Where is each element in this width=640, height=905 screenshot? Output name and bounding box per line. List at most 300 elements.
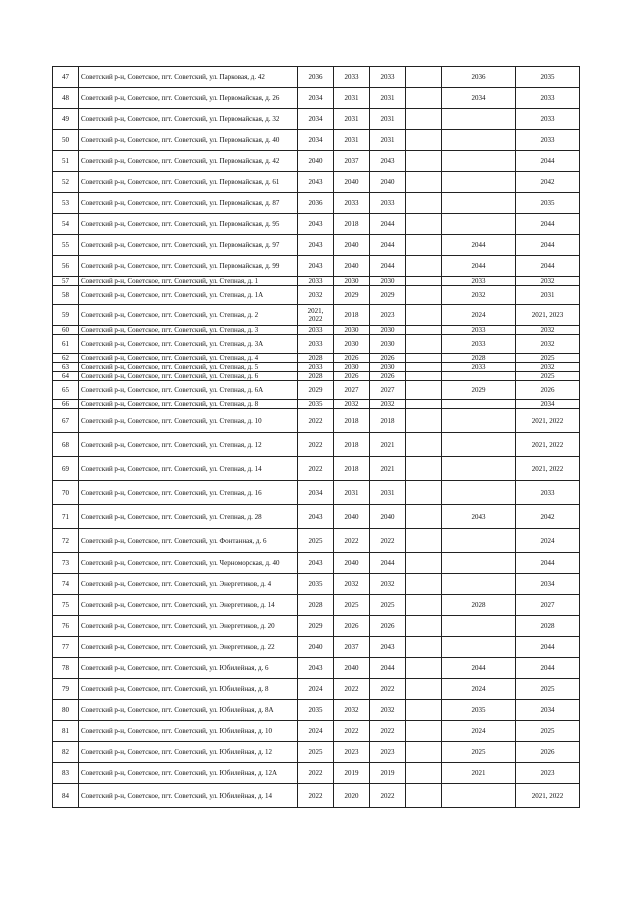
table-row <box>53 481 580 505</box>
address-cell: Советский р-н, Советское, пгт. Советский, ул. Юбилейная, д. 8 <box>79 679 298 700</box>
address-cell: Советский р-н, Советское, пгт. Советский, ул. Степная, д. 2 <box>79 305 298 326</box>
year-col-1: 2040 <box>298 637 334 658</box>
year-col-1: 2034 <box>298 109 334 130</box>
year-col-4 <box>406 372 442 381</box>
year-col-4 <box>406 658 442 679</box>
year-col-1: 2036 <box>298 193 334 214</box>
year-col-1: 2022 <box>298 433 334 457</box>
year-col-6: 2025 <box>516 354 580 363</box>
year-col-4 <box>406 109 442 130</box>
year-col-2: 2040 <box>334 172 370 193</box>
address-cell: Советский р-н, Советское, пгт. Советский, ул. Первомайская, д. 61 <box>79 172 298 193</box>
year-col-4 <box>406 505 442 529</box>
year-col-4 <box>406 481 442 505</box>
row-number: 69 <box>53 457 79 481</box>
year-col-3: 2044 <box>370 658 406 679</box>
year-col-1: 2035 <box>298 400 334 409</box>
year-col-5 <box>442 481 516 505</box>
year-col-3: 2022 <box>370 721 406 742</box>
year-col-2: 2023 <box>334 742 370 763</box>
year-col-4 <box>406 679 442 700</box>
year-col-4 <box>406 151 442 172</box>
year-col-3: 2021 <box>370 433 406 457</box>
row-number: 77 <box>53 637 79 658</box>
row-number: 59 <box>53 305 79 326</box>
year-col-1: 2034 <box>298 130 334 151</box>
year-col-5 <box>442 372 516 381</box>
row-number: 73 <box>53 553 79 574</box>
year-col-6: 2034 <box>516 574 580 595</box>
year-col-5 <box>442 400 516 409</box>
year-col-3: 2031 <box>370 88 406 109</box>
year-col-3: 2026 <box>370 616 406 637</box>
year-col-4 <box>406 637 442 658</box>
year-col-4 <box>406 700 442 721</box>
table-row <box>53 700 580 721</box>
year-col-4 <box>406 130 442 151</box>
address-cell: Советский р-н, Советское, пгт. Советский, ул. Фонтанная, д. 6 <box>79 529 298 553</box>
year-col-6: 2044 <box>516 151 580 172</box>
year-col-5 <box>442 172 516 193</box>
year-col-3: 2032 <box>370 574 406 595</box>
year-col-5: 2024 <box>442 721 516 742</box>
year-col-4 <box>406 784 442 808</box>
year-col-2: 2018 <box>334 409 370 433</box>
year-col-2: 2026 <box>334 616 370 637</box>
year-col-1: 2036 <box>298 67 334 88</box>
year-col-4 <box>406 172 442 193</box>
year-col-4 <box>406 529 442 553</box>
row-number: 68 <box>53 433 79 457</box>
year-col-5: 2025 <box>442 742 516 763</box>
year-col-4 <box>406 763 442 784</box>
year-col-2: 2031 <box>334 88 370 109</box>
address-cell: Советский р-н, Советское, пгт. Советский, ул. Степная, д. 16 <box>79 481 298 505</box>
year-col-1: 2029 <box>298 616 334 637</box>
year-col-1: 2025 <box>298 742 334 763</box>
row-number: 53 <box>53 193 79 214</box>
year-col-6: 2035 <box>516 67 580 88</box>
table-row <box>53 595 580 616</box>
year-col-1: 2022 <box>298 457 334 481</box>
address-cell: Советский р-н, Советское, пгт. Советский, ул. Степная, д. 1 <box>79 277 298 286</box>
address-cell: Советский р-н, Советское, пгт. Советский, ул. Юбилейная, д. 12А <box>79 763 298 784</box>
row-number: 66 <box>53 400 79 409</box>
table-row <box>53 326 580 335</box>
year-col-1: 2022 <box>298 763 334 784</box>
year-col-3: 2040 <box>370 172 406 193</box>
year-col-3: 2018 <box>370 409 406 433</box>
year-col-3: 2027 <box>370 381 406 400</box>
year-col-4 <box>406 326 442 335</box>
address-cell: Советский р-н, Советское, пгт. Советский, ул. Юбилейная, д. 10 <box>79 721 298 742</box>
row-number: 78 <box>53 658 79 679</box>
year-col-5 <box>442 457 516 481</box>
year-col-2: 2031 <box>334 109 370 130</box>
row-number: 82 <box>53 742 79 763</box>
year-col-1: 2022 <box>298 784 334 808</box>
year-col-4 <box>406 214 442 235</box>
year-col-5: 2033 <box>442 277 516 286</box>
address-cell: Советский р-н, Советское, пгт. Советский, ул. Степная, д. 28 <box>79 505 298 529</box>
year-col-6: 2021, 2022 <box>516 409 580 433</box>
table-row <box>53 214 580 235</box>
year-col-5 <box>442 193 516 214</box>
year-col-3: 2021 <box>370 457 406 481</box>
row-number: 55 <box>53 235 79 256</box>
year-col-2: 2040 <box>334 505 370 529</box>
year-col-6: 2033 <box>516 109 580 130</box>
address-cell: Советский р-н, Советское, пгт. Советский, ул. Юбилейная, д. 8А <box>79 700 298 721</box>
address-cell: Советский р-н, Советское, пгт. Советский, ул. Степная, д. 10 <box>79 409 298 433</box>
row-number: 51 <box>53 151 79 172</box>
year-col-5: 2028 <box>442 354 516 363</box>
table-row <box>53 784 580 808</box>
address-cell: Советский р-н, Советское, пгт. Советский, ул. Черноморская, д. 40 <box>79 553 298 574</box>
year-col-3: 2040 <box>370 505 406 529</box>
year-col-2: 2040 <box>334 256 370 277</box>
row-number: 70 <box>53 481 79 505</box>
year-col-2: 2037 <box>334 151 370 172</box>
year-col-1: 2043 <box>298 658 334 679</box>
row-number: 64 <box>53 372 79 381</box>
year-col-6: 2033 <box>516 481 580 505</box>
year-col-3: 2019 <box>370 763 406 784</box>
table-row <box>53 235 580 256</box>
year-col-5 <box>442 130 516 151</box>
year-col-6: 2026 <box>516 381 580 400</box>
year-col-2: 2040 <box>334 235 370 256</box>
year-col-4 <box>406 574 442 595</box>
year-col-3: 2030 <box>370 277 406 286</box>
year-col-6: 2044 <box>516 235 580 256</box>
year-col-5 <box>442 151 516 172</box>
table-row <box>53 721 580 742</box>
row-number: 56 <box>53 256 79 277</box>
address-cell: Советский р-н, Советское, пгт. Советский, ул. Первомайская, д. 40 <box>79 130 298 151</box>
table-row <box>53 109 580 130</box>
year-col-5: 2033 <box>442 363 516 372</box>
row-number: 65 <box>53 381 79 400</box>
row-number: 84 <box>53 784 79 808</box>
year-col-2: 2040 <box>334 658 370 679</box>
year-col-5 <box>442 784 516 808</box>
year-col-1: 2040 <box>298 151 334 172</box>
year-col-6: 2032 <box>516 363 580 372</box>
year-col-1: 2043 <box>298 256 334 277</box>
year-col-6: 2025 <box>516 372 580 381</box>
table-row <box>53 457 580 481</box>
year-col-5: 2034 <box>442 88 516 109</box>
table-row <box>53 616 580 637</box>
year-col-5 <box>442 433 516 457</box>
table-row <box>53 193 580 214</box>
address-cell: Советский р-н, Советское, пгт. Советский, ул. Юбилейная, д. 12 <box>79 742 298 763</box>
table-row <box>53 658 580 679</box>
table-row <box>53 67 580 88</box>
table-row <box>53 742 580 763</box>
year-col-6: 2023 <box>516 763 580 784</box>
year-col-3: 2044 <box>370 235 406 256</box>
year-col-5: 2033 <box>442 326 516 335</box>
year-col-5 <box>442 553 516 574</box>
year-col-6: 2033 <box>516 88 580 109</box>
table-row <box>53 354 580 363</box>
year-col-3: 2044 <box>370 553 406 574</box>
year-col-5: 2044 <box>442 256 516 277</box>
address-cell: Советский р-н, Советское, пгт. Советский, ул. Степная, д. 5 <box>79 363 298 372</box>
address-cell: Советский р-н, Советское, пгт. Советский, ул. Первомайская, д. 97 <box>79 235 298 256</box>
row-number: 71 <box>53 505 79 529</box>
year-col-5: 2035 <box>442 700 516 721</box>
year-col-1: 2025 <box>298 529 334 553</box>
year-col-5: 2024 <box>442 305 516 326</box>
year-col-3: 2026 <box>370 354 406 363</box>
year-col-6: 2031 <box>516 286 580 305</box>
year-col-6: 2027 <box>516 595 580 616</box>
year-col-4 <box>406 742 442 763</box>
year-col-3: 2030 <box>370 326 406 335</box>
year-col-1: 2034 <box>298 481 334 505</box>
year-col-2: 2022 <box>334 721 370 742</box>
row-number: 57 <box>53 277 79 286</box>
year-col-3: 2031 <box>370 109 406 130</box>
year-col-5 <box>442 616 516 637</box>
row-number: 83 <box>53 763 79 784</box>
year-col-1: 2035 <box>298 574 334 595</box>
year-col-3: 2044 <box>370 256 406 277</box>
table-row <box>53 637 580 658</box>
year-col-1: 2022 <box>298 409 334 433</box>
row-number: 48 <box>53 88 79 109</box>
year-col-4 <box>406 721 442 742</box>
housing-register-table <box>52 66 580 808</box>
table-row <box>53 433 580 457</box>
year-col-2: 2026 <box>334 354 370 363</box>
address-cell: Советский р-н, Советское, пгт. Советский, ул. Степная, д. 12 <box>79 433 298 457</box>
year-col-3: 2030 <box>370 363 406 372</box>
year-col-1: 2033 <box>298 335 334 354</box>
address-cell: Советский р-н, Советское, пгт. Советский, ул. Степная, д. 14 <box>79 457 298 481</box>
year-col-3: 2025 <box>370 595 406 616</box>
year-col-1: 2033 <box>298 326 334 335</box>
table-body <box>53 67 580 808</box>
year-col-3: 2022 <box>370 679 406 700</box>
year-col-2: 2026 <box>334 372 370 381</box>
row-number: 79 <box>53 679 79 700</box>
year-col-3: 2033 <box>370 193 406 214</box>
year-col-1: 2024 <box>298 679 334 700</box>
row-number: 74 <box>53 574 79 595</box>
year-col-4 <box>406 335 442 354</box>
row-number: 50 <box>53 130 79 151</box>
table-row <box>53 305 580 326</box>
year-col-4 <box>406 67 442 88</box>
year-col-1: 2035 <box>298 700 334 721</box>
year-col-1: 2033 <box>298 363 334 372</box>
year-col-4 <box>406 193 442 214</box>
year-col-3: 2023 <box>370 742 406 763</box>
year-col-6: 2025 <box>516 721 580 742</box>
year-col-6: 2044 <box>516 553 580 574</box>
table-row <box>53 381 580 400</box>
year-col-2: 2032 <box>334 574 370 595</box>
address-cell: Советский р-н, Советское, пгт. Советский, ул. Степная, д. 4 <box>79 354 298 363</box>
table-row <box>53 151 580 172</box>
year-col-3: 2043 <box>370 637 406 658</box>
year-col-3: 2031 <box>370 130 406 151</box>
year-col-4 <box>406 409 442 433</box>
year-col-5: 2024 <box>442 679 516 700</box>
row-number: 72 <box>53 529 79 553</box>
year-col-2: 2030 <box>334 326 370 335</box>
table-row <box>53 574 580 595</box>
address-cell: Советский р-н, Советское, пгт. Советский, ул. Степная, д. 1А <box>79 286 298 305</box>
year-col-4 <box>406 363 442 372</box>
year-col-4 <box>406 381 442 400</box>
row-number: 81 <box>53 721 79 742</box>
year-col-6: 2024 <box>516 529 580 553</box>
table-row <box>53 88 580 109</box>
year-col-2: 2030 <box>334 277 370 286</box>
year-col-2: 2018 <box>334 305 370 326</box>
address-cell: Советский р-н, Советское, пгт. Советский, ул. Степная, д. 6 <box>79 372 298 381</box>
year-col-4 <box>406 616 442 637</box>
address-cell: Советский р-н, Советское, пгт. Советский, ул. Первомайская, д. 42 <box>79 151 298 172</box>
table-row <box>53 505 580 529</box>
year-col-2: 2018 <box>334 433 370 457</box>
year-col-5 <box>442 637 516 658</box>
year-col-2: 2032 <box>334 400 370 409</box>
address-cell: Советский р-н, Советское, пгт. Советский, ул. Энергетиков, д. 4 <box>79 574 298 595</box>
row-number: 47 <box>53 67 79 88</box>
year-col-3: 2031 <box>370 481 406 505</box>
year-col-3: 2029 <box>370 286 406 305</box>
year-col-1: 2043 <box>298 553 334 574</box>
year-col-1: 2028 <box>298 372 334 381</box>
table-row <box>53 286 580 305</box>
year-col-2: 2022 <box>334 529 370 553</box>
row-number: 67 <box>53 409 79 433</box>
address-cell: Советский р-н, Советское, пгт. Советский, ул. Энергетиков, д. 22 <box>79 637 298 658</box>
row-number: 60 <box>53 326 79 335</box>
table-row <box>53 363 580 372</box>
table-row <box>53 400 580 409</box>
year-col-6: 2035 <box>516 193 580 214</box>
year-col-6: 2021, 2022 <box>516 784 580 808</box>
year-col-1: 2029 <box>298 381 334 400</box>
year-col-6: 2021, 2022 <box>516 433 580 457</box>
year-col-6: 2044 <box>516 256 580 277</box>
year-col-6: 2032 <box>516 277 580 286</box>
table-row <box>53 277 580 286</box>
year-col-5: 2029 <box>442 381 516 400</box>
table-row <box>53 130 580 151</box>
year-col-6: 2021, 2023 <box>516 305 580 326</box>
row-number: 75 <box>53 595 79 616</box>
address-cell: Советский р-н, Советское, пгт. Советский, ул. Юбилейная, д. 6 <box>79 658 298 679</box>
year-col-6: 2044 <box>516 637 580 658</box>
address-cell: Советский р-н, Советское, пгт. Советский, ул. Степная, д. 8 <box>79 400 298 409</box>
address-cell: Советский р-н, Советское, пгт. Советский, ул. Степная, д. 6А <box>79 381 298 400</box>
year-col-2: 2020 <box>334 784 370 808</box>
year-col-4 <box>406 286 442 305</box>
year-col-5: 2044 <box>442 658 516 679</box>
year-col-6: 2034 <box>516 700 580 721</box>
year-col-4 <box>406 305 442 326</box>
year-col-2: 2031 <box>334 130 370 151</box>
year-col-3: 2033 <box>370 67 406 88</box>
year-col-2: 2022 <box>334 679 370 700</box>
year-col-5 <box>442 109 516 130</box>
year-col-4 <box>406 457 442 481</box>
table-row <box>53 409 580 433</box>
year-col-2: 2033 <box>334 67 370 88</box>
year-col-4 <box>406 354 442 363</box>
table-row <box>53 529 580 553</box>
year-col-3: 2022 <box>370 529 406 553</box>
year-col-2: 2032 <box>334 700 370 721</box>
year-col-1: 2033 <box>298 277 334 286</box>
year-col-1: 2043 <box>298 505 334 529</box>
year-col-1: 2028 <box>298 354 334 363</box>
year-col-5: 2028 <box>442 595 516 616</box>
year-col-6: 2026 <box>516 742 580 763</box>
year-col-6: 2044 <box>516 658 580 679</box>
year-col-1: 2043 <box>298 214 334 235</box>
year-col-2: 2030 <box>334 363 370 372</box>
year-col-3: 2032 <box>370 700 406 721</box>
address-cell: Советский р-н, Советское, пгт. Советский, ул. Степная, д. 3 <box>79 326 298 335</box>
year-col-4 <box>406 400 442 409</box>
row-number: 62 <box>53 354 79 363</box>
row-number: 80 <box>53 700 79 721</box>
address-cell: Советский р-н, Советское, пгт. Советский, ул. Энергетиков, д. 14 <box>79 595 298 616</box>
table-row <box>53 256 580 277</box>
year-col-3: 2032 <box>370 400 406 409</box>
year-col-2: 2025 <box>334 595 370 616</box>
year-col-4 <box>406 256 442 277</box>
year-col-1: 2032 <box>298 286 334 305</box>
address-cell: Советский р-н, Советское, пгт. Советский, ул. Первомайская, д. 26 <box>79 88 298 109</box>
year-col-1: 2021, 2022 <box>298 305 334 326</box>
row-number: 52 <box>53 172 79 193</box>
table-row <box>53 553 580 574</box>
table-row <box>53 335 580 354</box>
year-col-6: 2025 <box>516 679 580 700</box>
year-col-2: 2031 <box>334 481 370 505</box>
year-col-4 <box>406 235 442 256</box>
address-cell: Советский р-н, Советское, пгт. Советский, ул. Первомайская, д. 95 <box>79 214 298 235</box>
year-col-6: 2034 <box>516 400 580 409</box>
year-col-6: 2042 <box>516 172 580 193</box>
year-col-3: 2044 <box>370 214 406 235</box>
address-cell: Советский р-н, Советское, пгт. Советский, ул. Степная, д. 3А <box>79 335 298 354</box>
address-cell: Советский р-н, Советское, пгт. Советский, ул. Первомайская, д. 32 <box>79 109 298 130</box>
year-col-4 <box>406 433 442 457</box>
address-cell: Советский р-н, Советское, пгт. Советский, ул. Парковая, д. 42 <box>79 67 298 88</box>
year-col-2: 2040 <box>334 553 370 574</box>
year-col-4 <box>406 553 442 574</box>
row-number: 58 <box>53 286 79 305</box>
year-col-2: 2018 <box>334 214 370 235</box>
year-col-2: 2037 <box>334 637 370 658</box>
year-col-5: 2032 <box>442 286 516 305</box>
table-row <box>53 679 580 700</box>
address-cell: Советский р-н, Советское, пгт. Советский, ул. Юбилейная, д. 14 <box>79 784 298 808</box>
year-col-5: 2043 <box>442 505 516 529</box>
year-col-6: 2028 <box>516 616 580 637</box>
